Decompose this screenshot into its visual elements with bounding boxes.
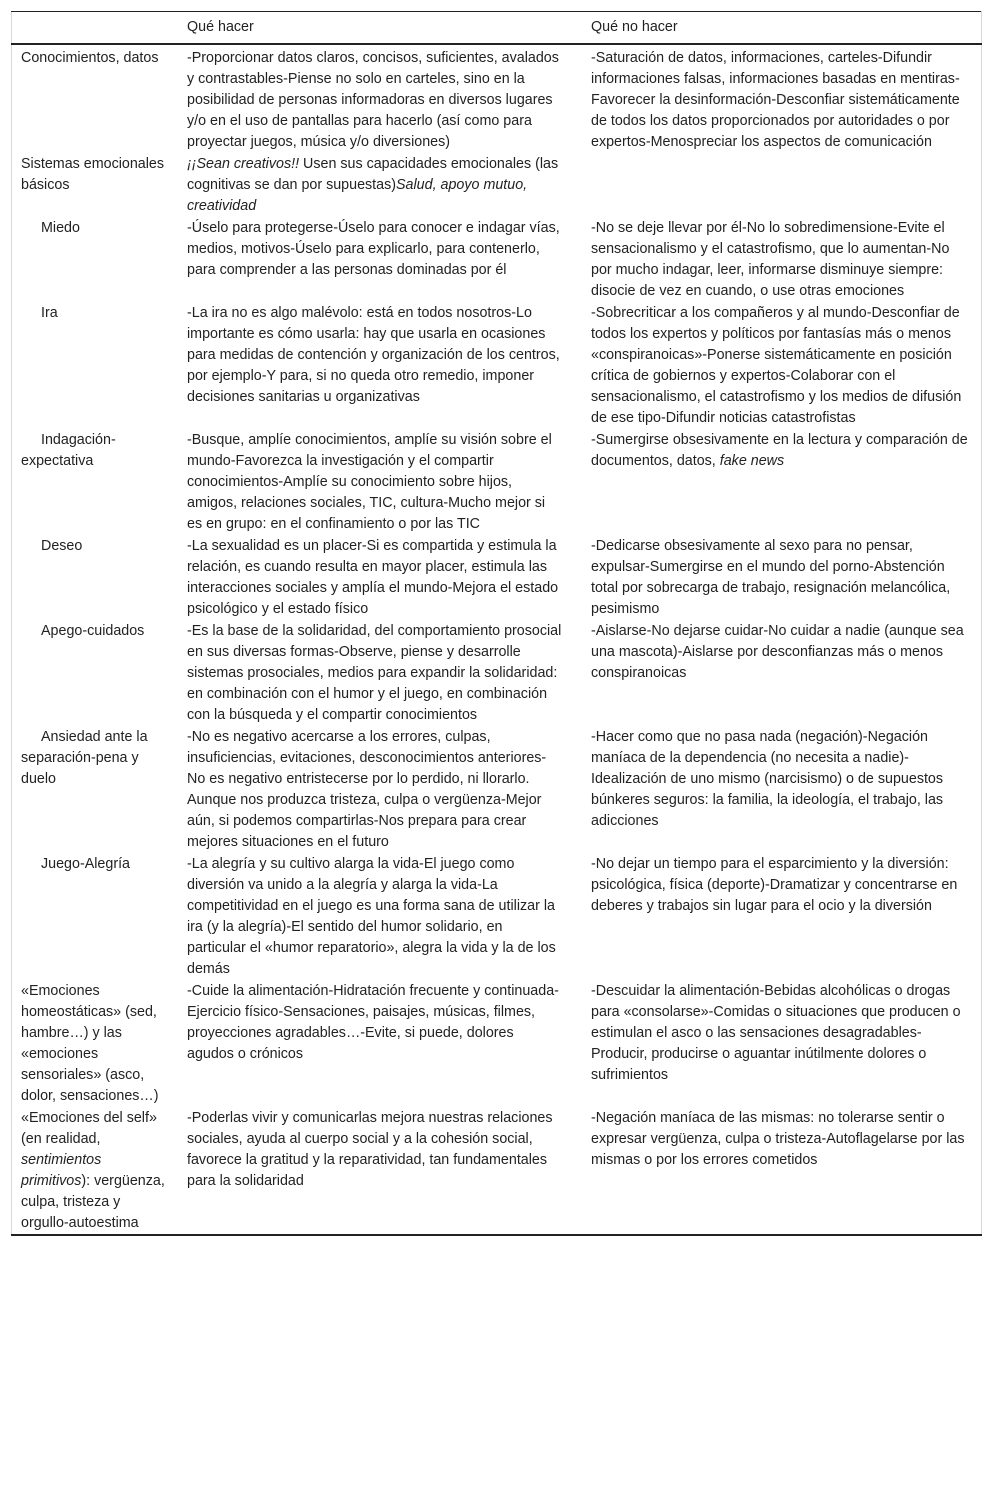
row-label: Conocimientos, datos bbox=[21, 50, 159, 66]
row-label: Ira bbox=[41, 305, 58, 321]
row-label: Indagación-expectativa bbox=[21, 432, 116, 469]
table-row bbox=[12, 853, 982, 980]
italic-text: ¡¡Sean creativos!! bbox=[187, 156, 300, 172]
header-dont: Qué no hacer bbox=[591, 19, 678, 35]
do-cell: -La ira no es algo malévolo: está en todos nosotros-Lo importante es cómo usarla: hay que usarla en ocasiones para medidas de contención y organización de los centros, por ejemplo-Y para, si no queda otro remedio, imponer decisiones sanitarias u organizativas bbox=[187, 305, 560, 405]
italic-text: sentimientos primitivos bbox=[21, 1152, 102, 1189]
row-label: «Emociones homeostáticas» (sed, hambre…) y las «emociones sensoriales» (asco, dolor, sensaciones…) bbox=[21, 983, 159, 1104]
text: Usen sus capacidades emocionales (las cognitivas se dan por supuestas) bbox=[187, 156, 559, 193]
dont-cell: -Aislarse-No dejarse cuidar-No cuidar a nadie (aunque sea una mascota)-Aislarse por desconfianzas más o menos conspiranoicas bbox=[591, 623, 964, 681]
do-cell: -La sexualidad es un placer-Si es compartida y estimula la relación, es cuando resulta en mayor placer, estimula las interacciones sociales y amplía el mundo-Mejora el estado psicológico y el estado físico bbox=[187, 538, 559, 617]
italic-text: fake news bbox=[719, 453, 785, 469]
header-do: Qué hacer bbox=[187, 19, 254, 35]
dont-cell: -Dedicarse obsesivamente al sexo para no pensar, expulsar-Sumergirse en el mundo del porno-Abstención total por sobrecarga de trabajo, resignación melancólica, pesimismo bbox=[591, 538, 951, 617]
table-row bbox=[12, 980, 982, 1107]
do-cell: -No es negativo acercarse a los errores, culpas, insuficiencias, evitaciones, desconocimientos anteriores-No es negativo entristecerse por lo perdido, ni llorarlo. Aunque nos produzca tristeza, culpa o vergüenza-Mejor aún, si podemos compartirlas-Nos prepara para crear mejores situaciones en el futuro bbox=[187, 729, 547, 850]
do-cell: -Busque, amplíe conocimientos, amplíe su visión sobre el mundo-Favorezca la investigación y el compartir conocimientos-Amplíe su conocimiento sobre hijos, amigos, relaciones sociales, TIC, cultura-Mucho mejor si es en grupo: en el confinamiento o por las TIC bbox=[187, 432, 552, 532]
do-cell: -Cuide la alimentación-Hidratación frecuente y continuada-Ejercicio físico-Sensaciones, paisajes, músicas, filmes, proyecciones agradables…-Evite, si puede, dolores agudos o crónicos bbox=[187, 983, 559, 1062]
dont-cell: -Hacer como que no pasa nada (negación)-Negación maníaca de la dependencia (no necesita a nadie)-Idealización de uno mismo (narcisismo) o de supuestos búnkeres seguros: la familia, la ideología, el trabajo, las adicciones bbox=[591, 729, 944, 829]
italic-text: Salud, apoyo mutuo, creatividad bbox=[187, 177, 528, 214]
header-row bbox=[12, 12, 982, 45]
row-label: Juego-Alegría bbox=[41, 856, 131, 872]
table-container bbox=[11, 11, 982, 1236]
do-cell: -La alegría y su cultivo alarga la vida-El juego como diversión va unido a la alegría y alarga la vida-La competitividad en el juego es una forma sana de utilizar la ira (y la alegría)-El sentido del humor solidario, en particular el «humor reparatorio», alegra la vida y la de los demás bbox=[187, 856, 556, 977]
dont-cell bbox=[574, 429, 982, 535]
row-label: Sistemas emocionales básicos bbox=[21, 156, 165, 193]
row-label: Ansiedad ante la separación-pena y duelo bbox=[21, 729, 148, 787]
dont-cell bbox=[574, 153, 982, 217]
emotions-guidance-table bbox=[11, 11, 982, 1236]
do-cell: -Proporcionar datos claros, concisos, suficientes, avalados y contrastables-Piense no solo en carteles, sino en la posibilidad de personas informadoras en diversos lugares y/o en el uso de pantallas para hacerlo (así como para proyectar juegos, música y/o diversiones) bbox=[187, 50, 559, 150]
dont-cell: -Saturación de datos, informaciones, carteles-Difundir informaciones falsas, informaciones basadas en mentiras-Favorecer la desinformación-Desconfiar sistemáticamente de todos los datos proporcionados por autoridades o por expertos-Menospreciar los aspectos de comunicación bbox=[591, 50, 960, 150]
dont-cell: -Negación maníaca de las mismas: no tolerarse sentir o expresar vergüenza, culpa o tristeza-Autoflagelarse por las mismas o por los errores cometidos bbox=[591, 1110, 965, 1168]
table-row bbox=[12, 44, 982, 153]
dont-cell: -No dejar un tiempo para el esparcimiento y la diversión: psicológica, física (deporte)-Dramatizar y concentrarse en deberes y trabajos sin lugar para el ocio y la diversión bbox=[591, 856, 958, 914]
table-row bbox=[12, 429, 982, 535]
do-cell: -Es la base de la solidaridad, del comportamiento prosocial en sus diversas formas-Observe, piense y desarrolle sistemas prosociales, medios para expandir la solidaridad: en combinación con el humor y el juego, en combinación con la búsqueda y el compartir conocimientos bbox=[187, 623, 562, 723]
table-row bbox=[12, 1107, 982, 1235]
table-row bbox=[12, 217, 982, 302]
text: «Emociones del self» (en realidad, bbox=[21, 1110, 157, 1147]
text: -Sumergirse obsesivamente en la lectura y comparación de documentos, datos, bbox=[591, 432, 968, 469]
row-label bbox=[12, 1107, 178, 1235]
table-row bbox=[12, 620, 982, 726]
row-label: Miedo bbox=[41, 220, 80, 236]
dont-cell: -Sobrecriticar a los compañeros y al mundo-Desconfiar de todos los expertos y políticos por fantasías más o menos «conspiranoicas»-Ponerse sistemáticamente en posición crítica de gobiernos y expertos-Colaborar con el sensacionalismo, el catastrofismo y los medios de difusión de ese tipo-Difundir noticias catastrofistas bbox=[591, 305, 962, 426]
do-cell bbox=[177, 153, 574, 217]
dont-cell: -No se deje llevar por él-No lo sobredimensione-Evite el sensacionalismo y el catastrofismo, que lo aumentan-No por mucho indagar, leer, informarse disminuye siempre: disocie de vez en cuando, o use otras emociones bbox=[591, 220, 950, 299]
table-row bbox=[12, 302, 982, 429]
dont-cell: -Descuidar la alimentación-Bebidas alcohólicas o drogas para «consolarse»-Comidas o situaciones que producen o estimulan el asco o las sensaciones desagradables-Producir, producirse o aguantar inútilmente dolores o sufrimientos bbox=[591, 983, 961, 1083]
row-label: Apego-cuidados bbox=[41, 623, 145, 639]
header-empty bbox=[12, 12, 178, 45]
table-row bbox=[12, 726, 982, 853]
text: ): vergüenza, culpa, tristeza y orgullo-autoestima bbox=[21, 1173, 165, 1231]
do-cell: -Poderlas vivir y comunicarlas mejora nuestras relaciones sociales, ayuda al cuerpo social y a la cohesión social, favorece la gratitud y la reparatividad, tan fundamentales para la solidaridad bbox=[187, 1110, 553, 1189]
table-row bbox=[12, 535, 982, 620]
row-label: Deseo bbox=[41, 538, 83, 554]
do-cell: -Úselo para protegerse-Úselo para conocer e indagar vías, medios, motivos-Úselo para explicarlo, para contenerlo, para comprender a las personas dominadas por él bbox=[187, 220, 560, 278]
table-row bbox=[12, 153, 982, 217]
